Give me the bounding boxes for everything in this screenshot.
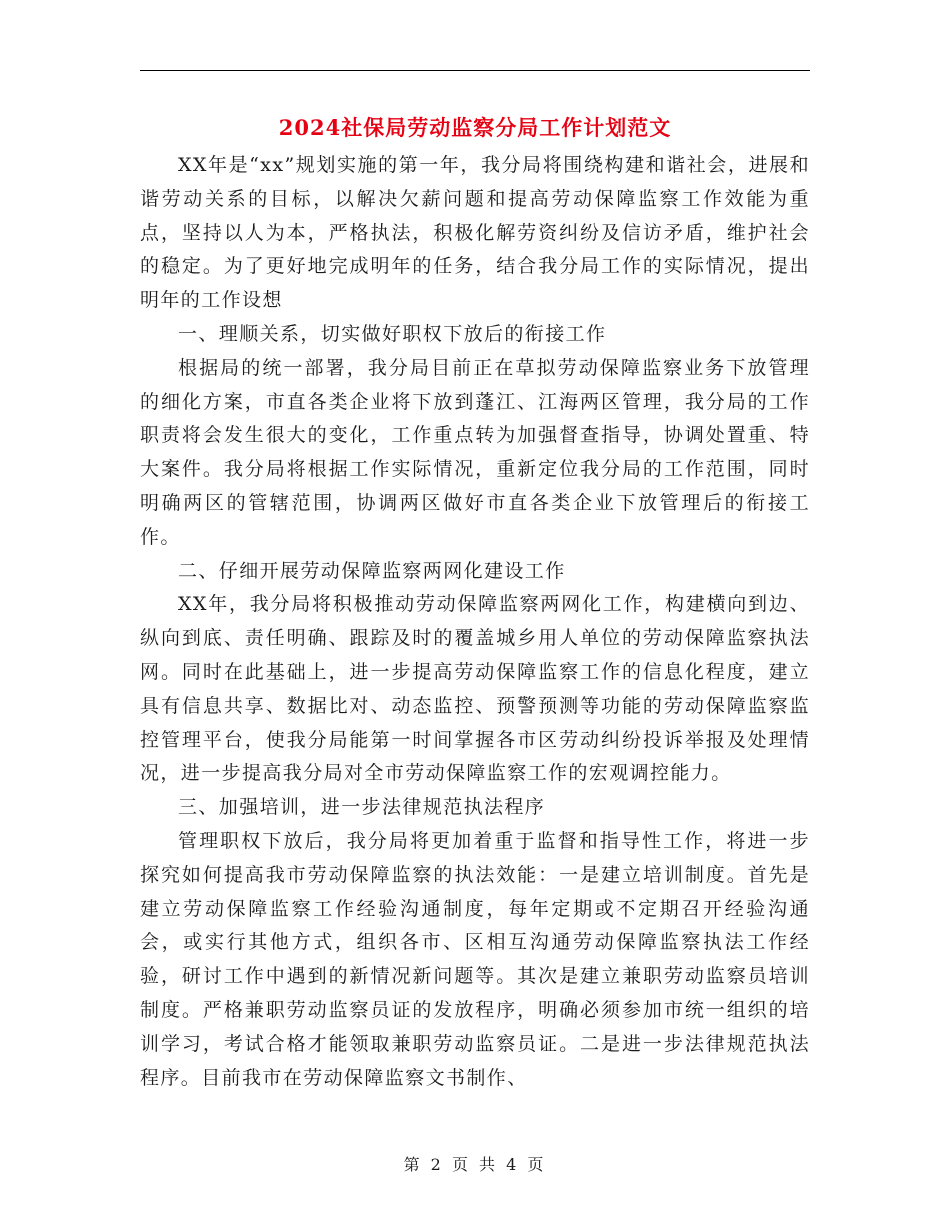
page-number: 第 2 页 共 4 页 [403,1155,547,1174]
section-heading-3: 三、加强培训，进一步法律规范执法程序 [178,796,546,819]
document-body [140,149,810,1095]
section-heading-2: 二、仔细开展劳动保障监察两网化建设工作 [178,559,566,582]
section-body-2: XX年，我分局将积极推动劳动保障监察两网化工作，构建横向到边、纵向到底、责任明确、跟踪及时的覆盖城乡用人单位的劳动保障监察执法网。同时在此基础上，进一步提高劳动保障监察工作的信息化程度，建立具有信息共享、数据比对、动态监控、预警预测等功能的劳动保障监察监控管理平台，使我分局能第一时间掌握各市区劳动纠纷投诉举报及处理情况，进一步提高我分局对全市劳动保障监察工作的宏观调控能力。 [140,593,810,785]
header-rule [140,70,810,71]
section-body-1: 根据局的统一部署，我分局目前正在草拟劳动保障监察业务下放管理的细化方案，市直各类企业将下放到蓬江、江海两区管理，我分局的工作职责将会发生很大的变化，工作重点转为加强督查指导，协调处置重、特大案件。我分局将根据工作实际情况，重新定位我分局的工作范围，同时明确两区的管辖范围，协调两区做好市直各类企业下放管理后的衔接工作。 [140,356,810,548]
intro-paragraph: XX年是“xx”规划实施的第一年，我分局将围绕构建和谐社会，进展和谐劳动关系的目标，以解决欠薪问题和提高劳动保障监察工作效能为重点，坚持以人为本，严格执法，积极化解劳资纠纷及信访矛盾，维护社会的稳定。为了更好地完成明年的任务，结合我分局工作的实际情况，提出明年的工作设想 [140,154,810,312]
section-body-3: 管理职权下放后，我分局将更加着重于监督和指导性工作，将进一步探究如何提高我市劳动保障监察的执法效能：一是建立培训制度。首先是建立劳动保障监察工作经验沟通制度，每年定期或不定期召开经验沟通会，或实行其他方式，组织各市、区相互沟通劳动保障监察执法工作经验，研讨工作中遇到的新情况新问题等。其次是建立兼职劳动监察员培训制度。严格兼职劳动监察员证的发放程序，明确必须参加市统一组织的培训学习，考试合格才能领取兼职劳动监察员证。二是进一步法律规范执法程序。目前我市在劳动保障监察文书制作、 [140,829,810,1089]
document-title: 2024社保局劳动监察分局工作计划范文 [278,115,672,140]
section-heading-1: 一、理顺关系，切实做好职权下放后的衔接工作 [178,322,607,345]
